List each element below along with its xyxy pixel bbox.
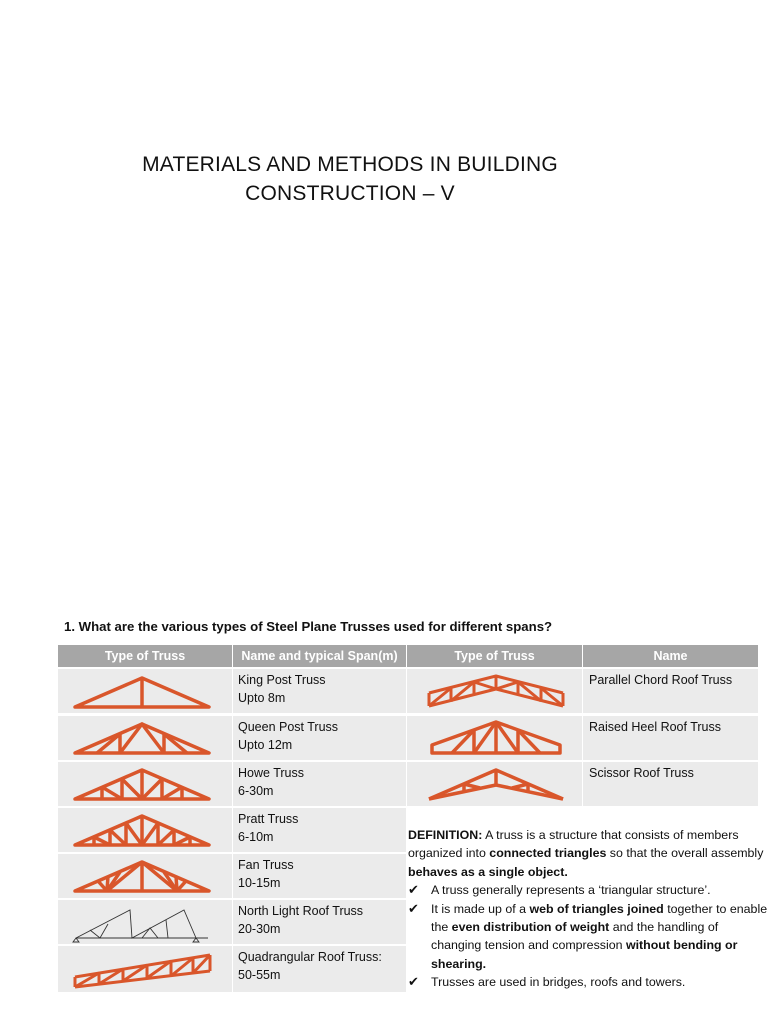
north-light-truss-icon: [72, 904, 212, 942]
definition-bold: connected triangles: [489, 846, 607, 861]
truss-span: 6-30m: [238, 784, 274, 798]
bullet-bold: even distribution of weight: [451, 920, 610, 935]
checkmark-icon: ✔: [408, 882, 419, 898]
row-howe: [238, 764, 304, 800]
fan-truss-icon: [72, 857, 212, 895]
bullet-text: A truss generally represents a ‘triangular structure’.: [431, 883, 711, 898]
row-pratt: [238, 810, 298, 846]
truss-name: Scissor Roof Truss: [589, 766, 694, 780]
title-line-2: CONSTRUCTION – V: [245, 182, 455, 205]
king-post-truss-icon: [72, 673, 212, 711]
truss-name: North Light Roof Truss: [238, 904, 364, 918]
quadrangular-truss-icon: [72, 951, 212, 989]
row-scissor: [589, 764, 694, 782]
row-quadrangular: [238, 948, 382, 984]
raised-heel-truss-icon: [426, 719, 566, 757]
header-type-of-truss-right: Type of Truss: [407, 645, 582, 667]
truss-span: 6-10m: [238, 830, 274, 844]
bullet-bold: without bending or shearing.: [431, 938, 738, 971]
header-name-span: Name and typical Span(m): [233, 645, 406, 667]
bullet-item: [408, 881, 768, 899]
definition-bold: behaves as a single object.: [408, 864, 568, 879]
row-fan: [238, 856, 294, 892]
pratt-truss-icon: [72, 811, 212, 849]
truss-span: 20-30m: [238, 922, 281, 936]
truss-name: Quadrangular Roof Truss:: [238, 950, 382, 964]
truss-name: Raised Heel Roof Truss: [589, 720, 722, 734]
header-type-of-truss-left: Type of Truss: [58, 645, 232, 667]
row-parallel-chord: [589, 671, 732, 689]
truss-span: 10-15m: [238, 876, 281, 890]
scissor-truss-icon: [426, 765, 566, 803]
document-title: [0, 150, 700, 208]
bullet-item: [408, 900, 768, 974]
queen-post-truss-icon: [72, 719, 212, 757]
bullet-text: and the handling of changing tension and compression: [431, 920, 719, 953]
howe-truss-icon: [72, 765, 212, 803]
checkmark-icon: ✔: [408, 974, 419, 990]
truss-name: Fan Truss: [238, 858, 294, 872]
bullet-text: It is made up of a: [431, 901, 530, 916]
bullet-item: [408, 973, 768, 991]
title-line-1: MATERIALS AND METHODS IN BUILDING: [142, 153, 558, 176]
definition-label: DEFINITION:: [408, 828, 483, 842]
checkmark-icon: ✔: [408, 900, 419, 916]
definition-text: A truss is a structure that consists of members organized into: [408, 828, 739, 861]
parallel-chord-truss-icon: [426, 673, 566, 711]
question-heading: 1. What are the various types of Steel Plane Trusses used for different spans?: [64, 619, 553, 634]
row-north-light: [238, 902, 363, 938]
truss-span: Upto 8m: [238, 691, 286, 705]
truss-name: Parallel Chord Roof Truss: [589, 673, 733, 687]
bullet-bold: web of triangles joined: [529, 901, 664, 916]
truss-span: Upto 12m: [238, 738, 293, 752]
bullet-text: Trusses are used in bridges, roofs and towers.: [431, 975, 686, 990]
truss-name: Pratt Truss: [238, 812, 299, 826]
bullet-text: together to enable the: [431, 901, 768, 935]
definition-paragraph: [408, 826, 768, 881]
truss-span: 50-55m: [238, 968, 281, 982]
truss-name: King Post Truss: [238, 673, 326, 687]
row-king-post: [238, 671, 326, 707]
definition-text: so that the overall assembly: [606, 846, 764, 861]
definition-block: [408, 826, 768, 992]
truss-name: Queen Post Truss: [238, 720, 339, 734]
row-raised-heel: [589, 718, 721, 736]
truss-name: Howe Truss: [238, 766, 304, 780]
row-queen-post: [238, 718, 338, 754]
header-name: Name: [583, 645, 758, 667]
